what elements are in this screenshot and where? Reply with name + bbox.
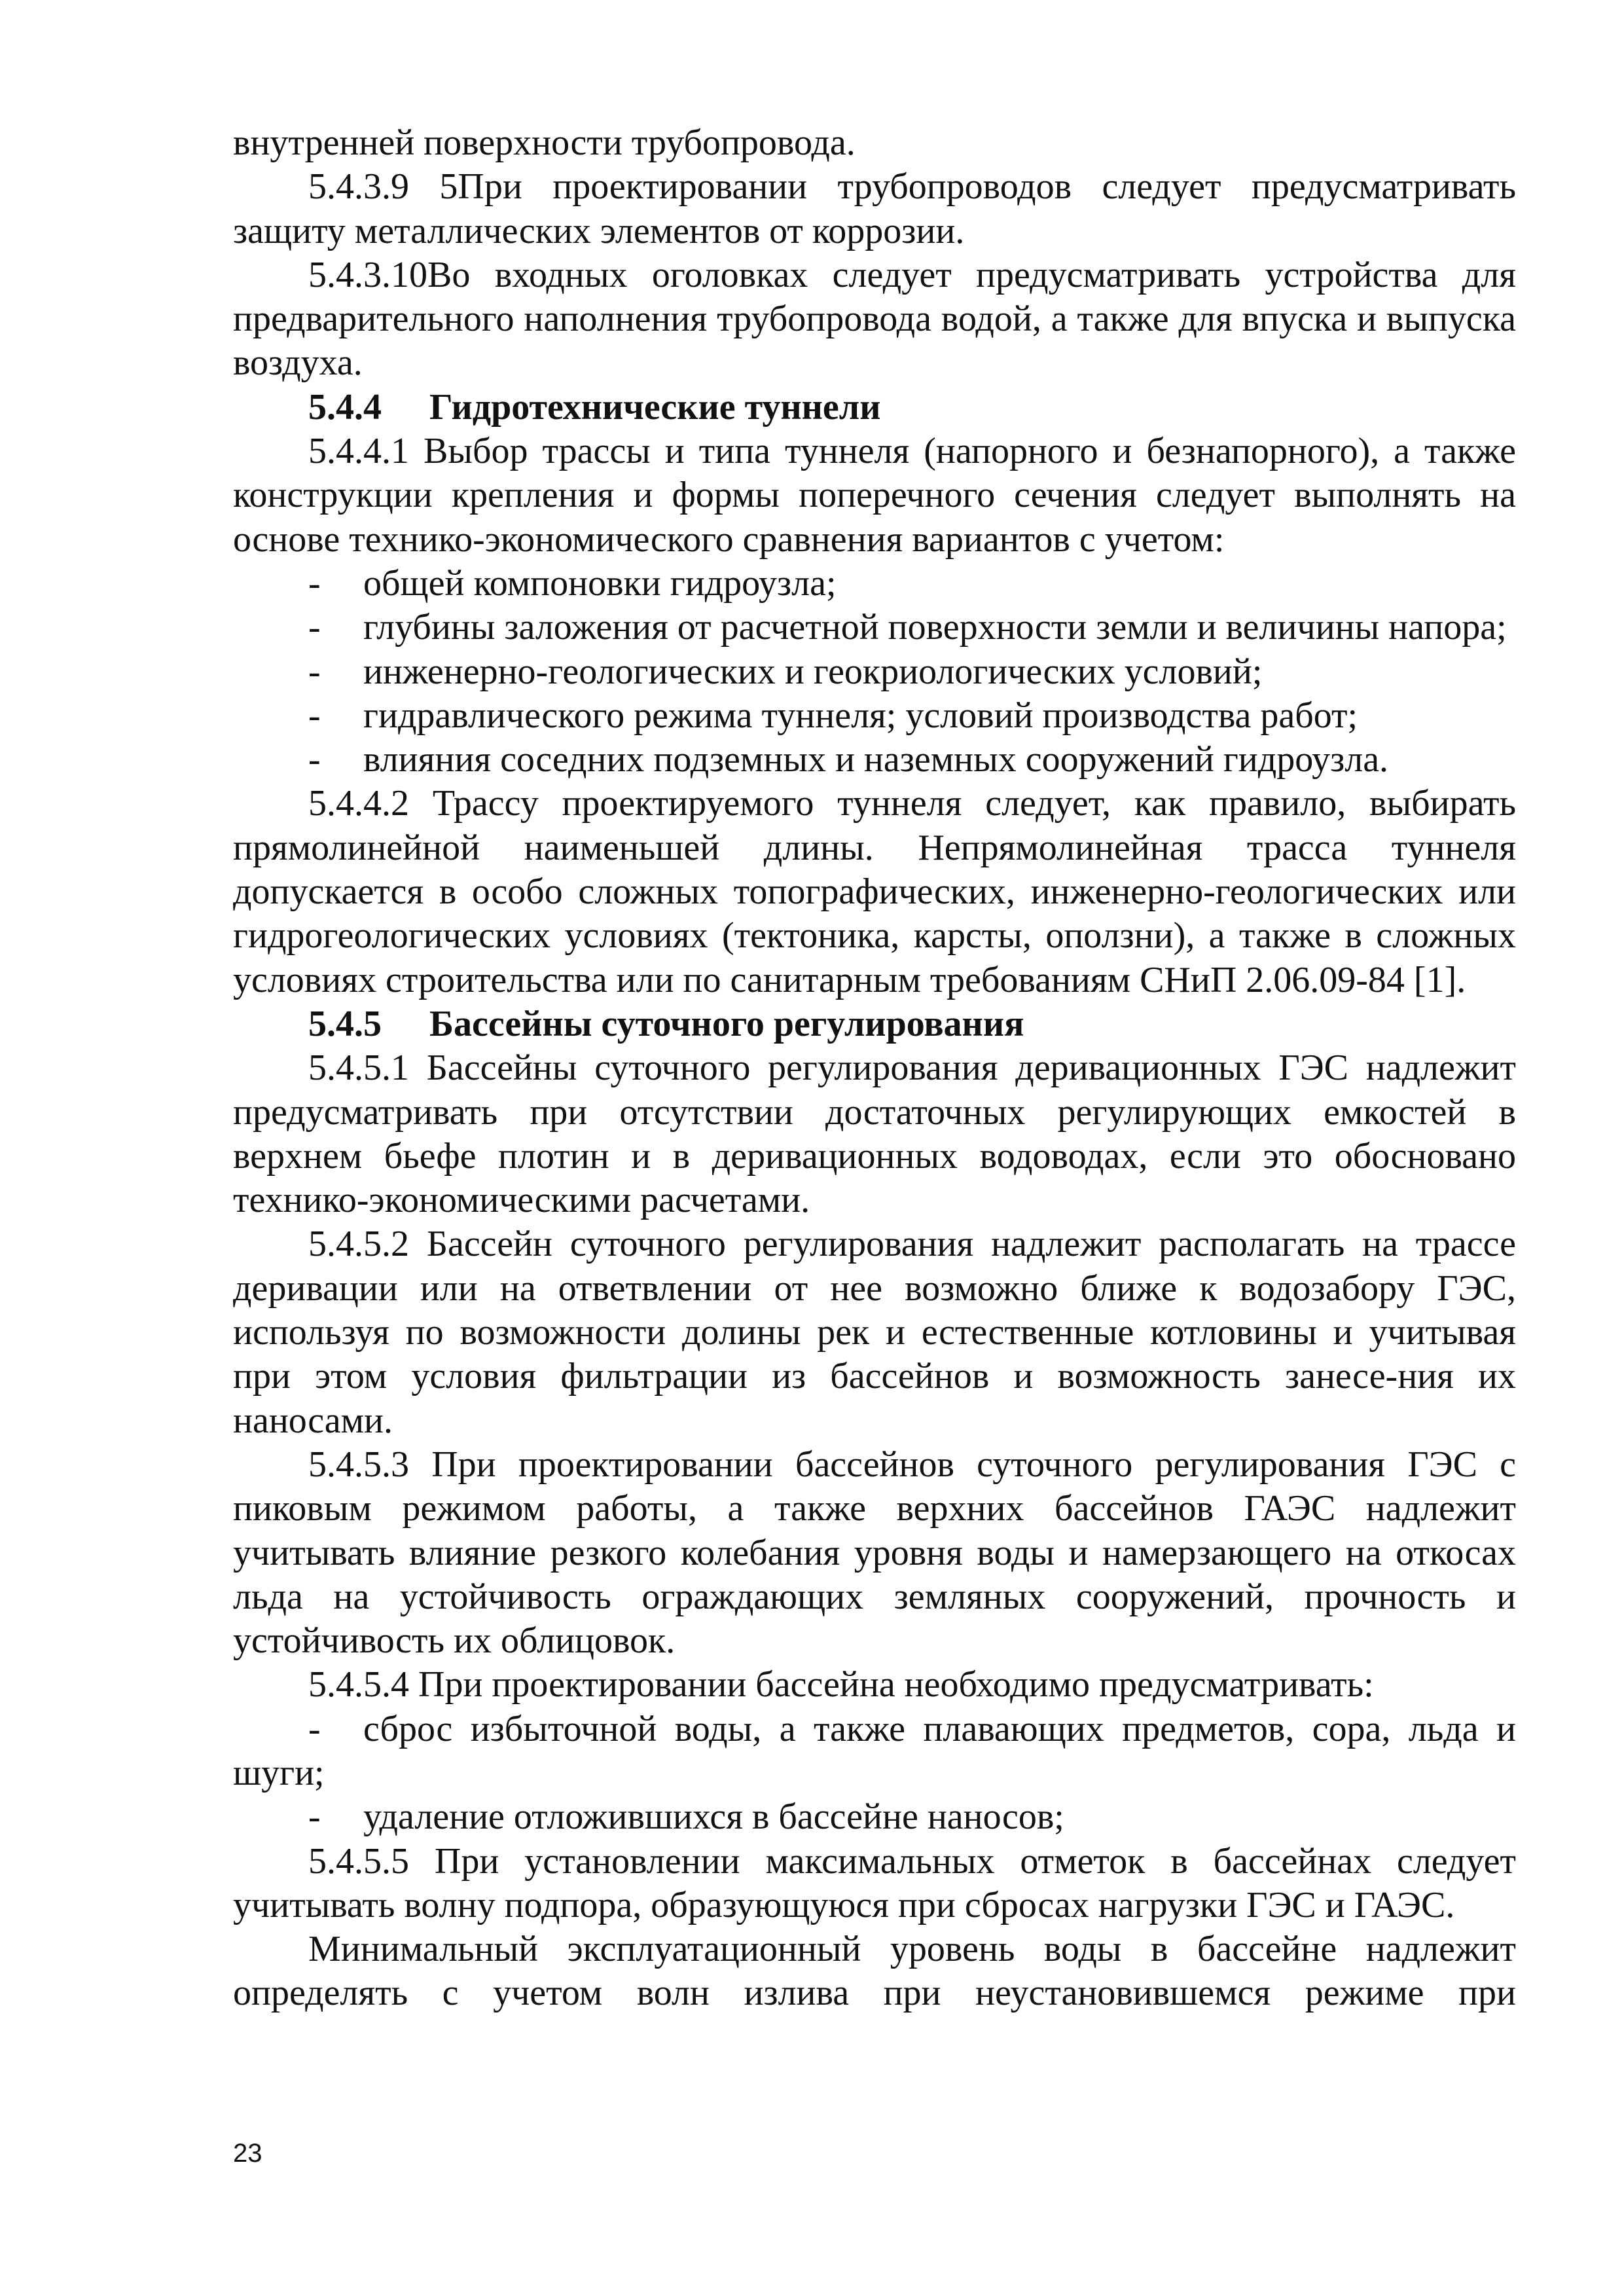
- paragraph-5-4-5-4: 5.4.5.4 При проектировании бассейна необходимо предусматривать:: [308, 1664, 1374, 1705]
- bullet-list-tunnel-factors: [233, 562, 1516, 782]
- section-number: 5.4.4: [308, 386, 382, 428]
- list-item: - глубины заложения от расчетной поверхности земли и величины напора;: [233, 606, 1516, 649]
- paragraph-continuation: внутренней поверхности трубопровода.: [233, 122, 856, 163]
- bullet-list-basin-provisions: [233, 1707, 1516, 1840]
- page-number: 23: [233, 2139, 262, 2168]
- section-heading-5-4-5: [233, 1002, 1516, 1046]
- list-marker: -: [308, 1796, 321, 1838]
- paragraph-5-4-3-10: 5.4.3.10Во входных оголовках следует предусматривать устройства для предварительного наполнения трубопровода водой, а также для впуска и выпуска воздуха.: [233, 254, 1516, 384]
- paragraph-minimal-level: Минимальный эксплуатационный уровень воды в бассейне надлежит определять с учетом волн излива при неустановившемся режиме при: [233, 1929, 1516, 2014]
- list-item: - удаление отложившихся в бассейне наносов;: [233, 1795, 1516, 1839]
- list-item: - сброс избыточной воды, а также плавающих предметов, сора, льда и шуги;: [233, 1708, 1516, 1793]
- list-item: - гидравлического режима туннеля; условий производства работ;: [233, 694, 1516, 738]
- paragraph-5-4-5-1: 5.4.5.1 Бассейны суточного регулирования деривационных ГЭС надлежит предусматривать при отсутствии достаточных регулирующих емкостей в верхнем бьефе плотин и в деривационных водоводах, если это обосновано технико-экономическими расчетами.: [233, 1048, 1516, 1221]
- paragraph-5-4-3-9: 5.4.3.9 5При проектировании трубопроводов следует предусматривать защиту металлических элементов от коррозии.: [233, 166, 1516, 251]
- list-marker: -: [308, 739, 321, 780]
- document-page: [233, 121, 1516, 2016]
- paragraph-5-4-5-5: 5.4.5.5 При установлении максимальных отметок в бассейнах следует учитывать волну подпора, образующуюся при сбросах нагрузки ГЭС и ГАЭС.: [233, 1840, 1516, 1925]
- section-title: Бассейны суточного регулирования: [429, 1003, 1024, 1044]
- paragraph-5-4-4-2: 5.4.4.2 Трассу проектируемого туннеля следует, как правило, выбирать прямолинейной наименьшей длины. Непрямолинейная трасса туннеля допускается в особо сложных топографических, инженерно-геологических или гидрогеологических условиях (тектоника, карсты, оползни), а также в сложных условиях строительства или по санитарным требованиям СНиП 2.06.09-84 [1].: [233, 783, 1516, 1000]
- list-marker: -: [308, 695, 321, 736]
- list-item: - общей компоновки гидроузла;: [233, 562, 1516, 606]
- section-number: 5.4.5: [308, 1003, 382, 1044]
- list-marker: -: [308, 1708, 321, 1749]
- paragraph-5-4-4-1: 5.4.4.1 Выбор трассы и типа туннеля (напорного и безнапорного), а также конструкции крепления и формы поперечного сечения следует выполнять на основе технико-экономического сравнения вариантов с учетом:: [233, 431, 1516, 560]
- paragraph-5-4-5-3: 5.4.5.3 При проектировании бассейнов суточного регулирования ГЭС с пиковым режимом работы, а также верхних бассейнов ГАЭС надлежит учитывать влияние резкого колебания уровня воды и намерзающего на откосах льда на устойчивость ограждающих земляных сооружений, прочность и устойчивость их облицовок.: [233, 1444, 1516, 1662]
- paragraph-5-4-5-2: 5.4.5.2 Бассейн суточного регулирования надлежит располагать на трассе деривации или на ответвлении от нее возможно ближе к водозабору ГЭС, используя по возможности долины рек и естественные котловины и учитывая при этом условия фильтрации из бассейнов и возможность занесе-ния их наносами.: [233, 1224, 1516, 1441]
- list-marker: -: [308, 562, 321, 604]
- list-item: - инженерно-геологических и геокриологических условий;: [233, 650, 1516, 694]
- list-marker: -: [308, 651, 321, 692]
- list-marker: -: [308, 607, 321, 648]
- list-item: - влияния соседних подземных и наземных сооружений гидроузла.: [233, 738, 1516, 782]
- section-heading-5-4-4: [233, 386, 1516, 429]
- section-title: Гидротехнические туннели: [429, 386, 881, 428]
